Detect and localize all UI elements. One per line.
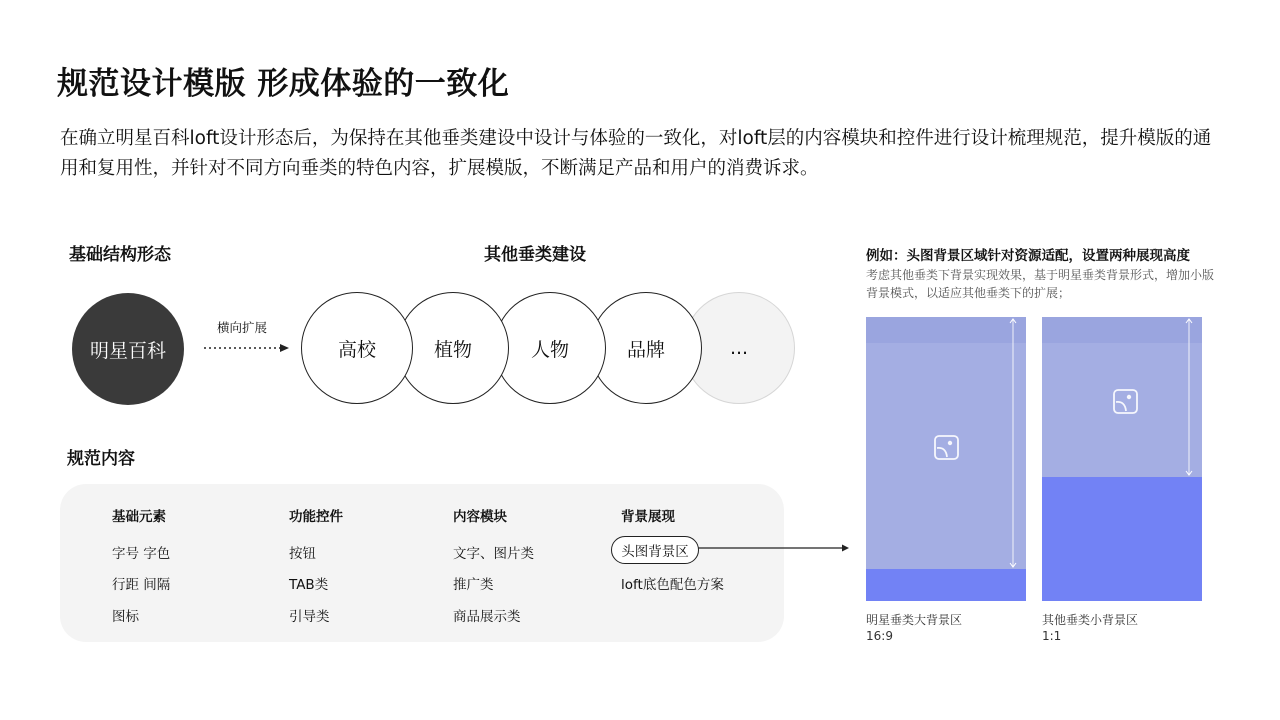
list-item: 行距 间隔: [112, 577, 171, 593]
preview-content-area: [1042, 477, 1202, 601]
page-title: 规范设计模版 形成体验的一致化: [57, 66, 510, 102]
column-header-basic-elements: 基础元素: [112, 509, 166, 525]
vertical-label-more: ...: [729, 337, 749, 359]
list-item: 按钮: [289, 546, 316, 562]
image-placeholder-icon: [1112, 388, 1140, 416]
dotted-arrow: [200, 340, 292, 356]
preview-ratio: 1:1: [1042, 629, 1062, 643]
preview-top-bar: [1042, 317, 1202, 343]
preview-content-area: [866, 569, 1026, 601]
image-placeholder-icon: [933, 434, 961, 462]
list-item: 字号 字色: [112, 546, 171, 562]
list-item: 引导类: [289, 609, 330, 625]
example-description: 考虑其他垂类下背景实现效果，基于明星垂类背景形式，增加小版背景模式，以适应其他垂类下的扩展；: [866, 268, 1215, 300]
list-item: TAB类: [289, 577, 329, 593]
list-item: 推广类: [453, 577, 494, 593]
preview-ratio: 16:9: [866, 629, 893, 643]
column-header-content-modules: 内容模块: [453, 509, 507, 525]
vertical-label-plant: 植物: [433, 338, 472, 361]
list-item: 图标: [112, 609, 139, 625]
header-background-pill: [611, 536, 699, 564]
base-circle-star-encyclopedia: [72, 293, 184, 405]
height-indicator-line: [1184, 317, 1194, 479]
intro-paragraph: 在确立明星百科loft设计形态后，为保持在其他垂类建设中设计与体验的一致化，对loft层的内容模块和控件进行设计梳理规范，提升模版的通用和复用性，并针对不同方向垂类的特色内容，扩展模版，不断满足产品和用户的消费诉求。: [60, 128, 1212, 179]
small-background-preview: [1042, 317, 1202, 601]
example-heading: 例如：头图背景区域针对资源适配，设置两种展现高度: [866, 248, 1190, 264]
vertical-label-person: 人物: [530, 338, 569, 361]
list-item: 文字、图片类: [453, 546, 534, 562]
column-header-controls: 功能控件: [289, 509, 343, 525]
base-structure-heading: 基础结构形态: [69, 245, 171, 265]
preview-caption: 其他垂类小背景区: [1042, 613, 1139, 627]
vertical-circle-brand: [590, 292, 702, 404]
vertical-circle-university: [301, 292, 413, 404]
vertical-label-brand: 品牌: [626, 338, 665, 361]
large-background-preview: [866, 317, 1026, 601]
connector-arrow: [698, 542, 853, 554]
vertical-build-heading: 其他垂类建设: [484, 245, 586, 265]
base-circle-label: 明星百科: [89, 339, 166, 362]
vertical-circle-person: [494, 292, 606, 404]
column-header-background: 背景展现: [621, 509, 675, 525]
header-background-label: 头图背景区: [621, 544, 689, 560]
preview-top-bar: [866, 317, 1026, 343]
list-item: 商品展示类: [453, 609, 521, 625]
height-indicator-line: [1008, 317, 1018, 569]
horizontal-expand-label: 横向扩展: [217, 320, 268, 335]
list-item: loft底色配色方案: [621, 577, 724, 593]
spec-heading: 规范内容: [67, 449, 135, 469]
vertical-label-university: 高校: [337, 338, 376, 361]
preview-caption: 明星垂类大背景区: [866, 613, 963, 627]
vertical-circle-plant: [397, 292, 509, 404]
